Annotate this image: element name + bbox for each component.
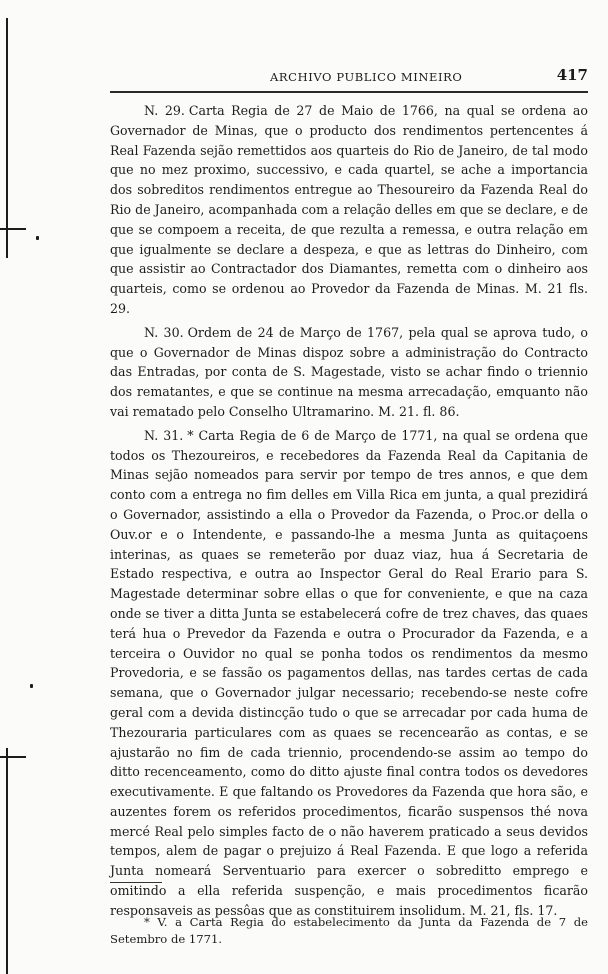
page-header [110,66,588,90]
entry-number: N. 31. [144,427,184,443]
margin-bracket-bottom-horizontal [0,756,26,758]
page-number: 417 [556,66,588,84]
entry-text: Ordem de 24 de Março de 1767, pela qual se aprova tudo, o que o Governador de Minas dispoz sobre a administração do Contracto das Entradas, por conta de S. Magestade, visto se achar findo o triennio dos rematantes, e que se continue na mesma arrecadação, emquanto não vai rematado pelo Conselho Ultramarino. M. 21. fl. 86. [110,324,588,419]
margin-dot [36,236,39,240]
footnote-rule [110,882,162,883]
entry-text: Carta Regia de 27 de Maio de 1766, na qual se ordena ao Governador de Minas, que o producto dos rendimentos pertencentes á Real Fazenda sejão remettidos aos quarteis do Rio de Janeiro, de tal modo que no mez proximo, successivo, e cada quartel, se ache a importancia dos sobreditos rendimentos entregue ao Thesoureiro da Fazenda Real do Rio de Janeiro, acompanhada com a relação delles em que se declare, e de que se compoem a receita, de que rezulta a remessa, e outra relação em que igualmente se declare a despeza, e que as lettras do Dinheiro, com que assistir ao Contractador dos Diamantes, remetta com o dinheiro aos quarteis, como se ordenou ao Provedor da Fazenda de Minas. M. 21 fls. 29. [110,103,588,316]
entry-text: * Carta Regia de 6 de Março de 1771, na qual se ordena que todos os Thezoureiros, e recebedores da Fazenda Real da Capitania de Minas sejão nomeados para servir por tempo de tres annos, e que dem conto com a entrega no fim delles em Villa Rica em junta, a qual prezidirá o Governador, assistindo a ella o Provedor da Fazenda, o Proc.or della o Ouv.or e o Intendente, e passando-lhe a mesma Junta as quitaçoens interinas, as quaes se remeterão por duaz viaz, hua á Secretaria de Estado respectiva, e outra ao Inspector Geral do Real Erario para S. Magestade determinar sobre ellas o que for conveniente, e que na caza onde se tiver a ditta Junta se estabelecerá cofre de trez chaves, das quaes terá hua o Prevedor da Fazenda e outra o Procurador da Fazenda, e a terceira o Ouvidor no qual se ponha todos os rendimentos da mesmo Provedoria, e se fassão os pagamentos dellas, nas tardes certas de cada semana, que o Governador julgar necessario; recebendo-se neste cofre geral com a devida distincção tudo o que se arrecadar por cada huma de Thezouraria particulares com as quaes se recencearão as contas, e se ajustarão no fim de cada triennio, procendendo-se assim ao tempo do ditto recenceamento, como do ditto ajuste final contra todos os devedores executivamente. E que faltando os Provedores da Fazenda que hora são, e auzentes forem os referidos procedimentos, ficarão suspensos thé nova mercé Real pelo simples facto de o não haverem praticado a seus devidos tempos, alem de pagar o prejuizo á Real Fazenda. E que logo a referida Junta nomeará Serventuario para exercer o sobreditto emprego e omitindo a ella referida suspenção, e mais procedimentos ficarão responsaveis as pessôas que as constituirem insolidum. M. 21, fls. 17. [110,427,588,918]
margin-bracket-top-vertical [6,18,8,258]
entry-number: N. 30. [144,324,184,340]
margin-dot [30,684,33,688]
footnote: * V. a Carta Regia do estabelecimento da Junta da Fazenda de 7 de Setembro de 1771. [110,914,588,946]
entry-29 [110,101,588,319]
margin-bracket-top-horizontal [0,228,26,230]
entry-number: N. 29. [144,103,185,118]
header-rule [110,91,588,93]
body-text [110,101,588,925]
margin-bracket-bottom-vertical [6,748,8,974]
running-head: ARCHIVO PUBLICO MINEIRO [270,70,463,84]
entry-30 [110,323,588,422]
entry-31 [110,426,588,921]
